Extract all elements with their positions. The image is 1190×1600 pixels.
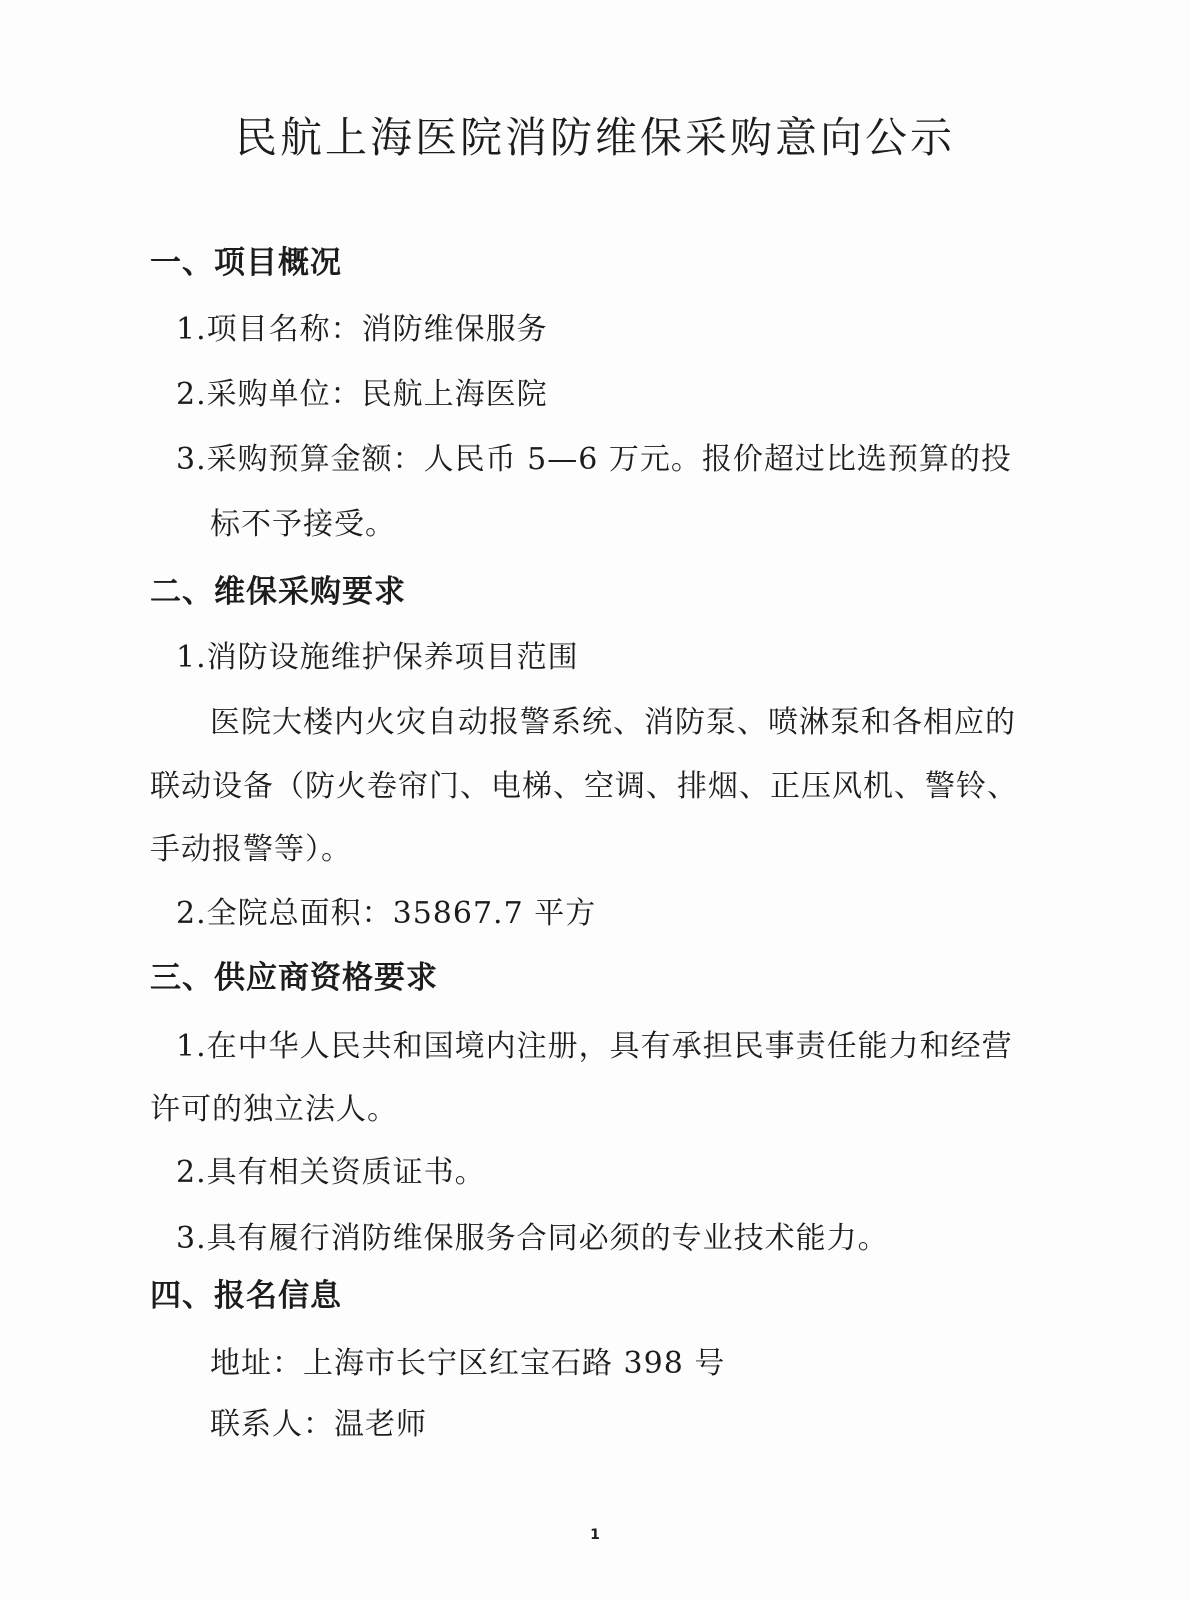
project-name-line: 1.项目名称：消防维保服务 (176, 312, 548, 347)
purchasing-unit-line: 2.采购单位：民航上海医院 (176, 377, 548, 412)
section-heading-requirements: 二、维保采购要求 (150, 574, 406, 610)
page-number: 1 (590, 1527, 600, 1543)
address-line: 地址：上海市长宁区红宝石路 398 号 (210, 1346, 726, 1381)
qualification-1-line-1: 1.在中华人民共和国境内注册，具有承担民事责任能力和经营 (176, 1029, 1013, 1064)
scope-paragraph-line-1: 医院大楼内火灾自动报警系统、消防泵、喷淋泵和各相应的 (210, 705, 1016, 740)
budget-line: 3.采购预算金额：人民币 5—6 万元。报价超过比选预算的投 (176, 442, 1012, 477)
scope-line: 1.消防设施维护保养项目范围 (176, 640, 579, 675)
budget-line-continued: 标不予接受。 (210, 507, 396, 542)
section-heading-overview: 一、项目概况 (150, 245, 342, 281)
document-title: 民航上海医院消防维保采购意向公示 (234, 113, 955, 162)
section-heading-qualifications: 三、供应商资格要求 (150, 960, 438, 996)
contact-line: 联系人：温老师 (210, 1407, 427, 1442)
total-area-line: 2.全院总面积：35867.7 平方 (176, 896, 597, 931)
qualification-3-line: 3.具有履行消防维保服务合同必须的专业技术能力。 (176, 1221, 889, 1256)
qualification-2-line: 2.具有相关资质证书。 (176, 1155, 486, 1190)
scope-paragraph-line-2: 联动设备（防火卷帘门、电梯、空调、排烟、正压风机、警铃、 (150, 769, 1018, 804)
scope-paragraph-line-3: 手动报警等）。 (150, 832, 352, 867)
section-heading-registration: 四、报名信息 (150, 1278, 342, 1314)
qualification-1-line-2: 许可的独立法人。 (150, 1092, 398, 1127)
